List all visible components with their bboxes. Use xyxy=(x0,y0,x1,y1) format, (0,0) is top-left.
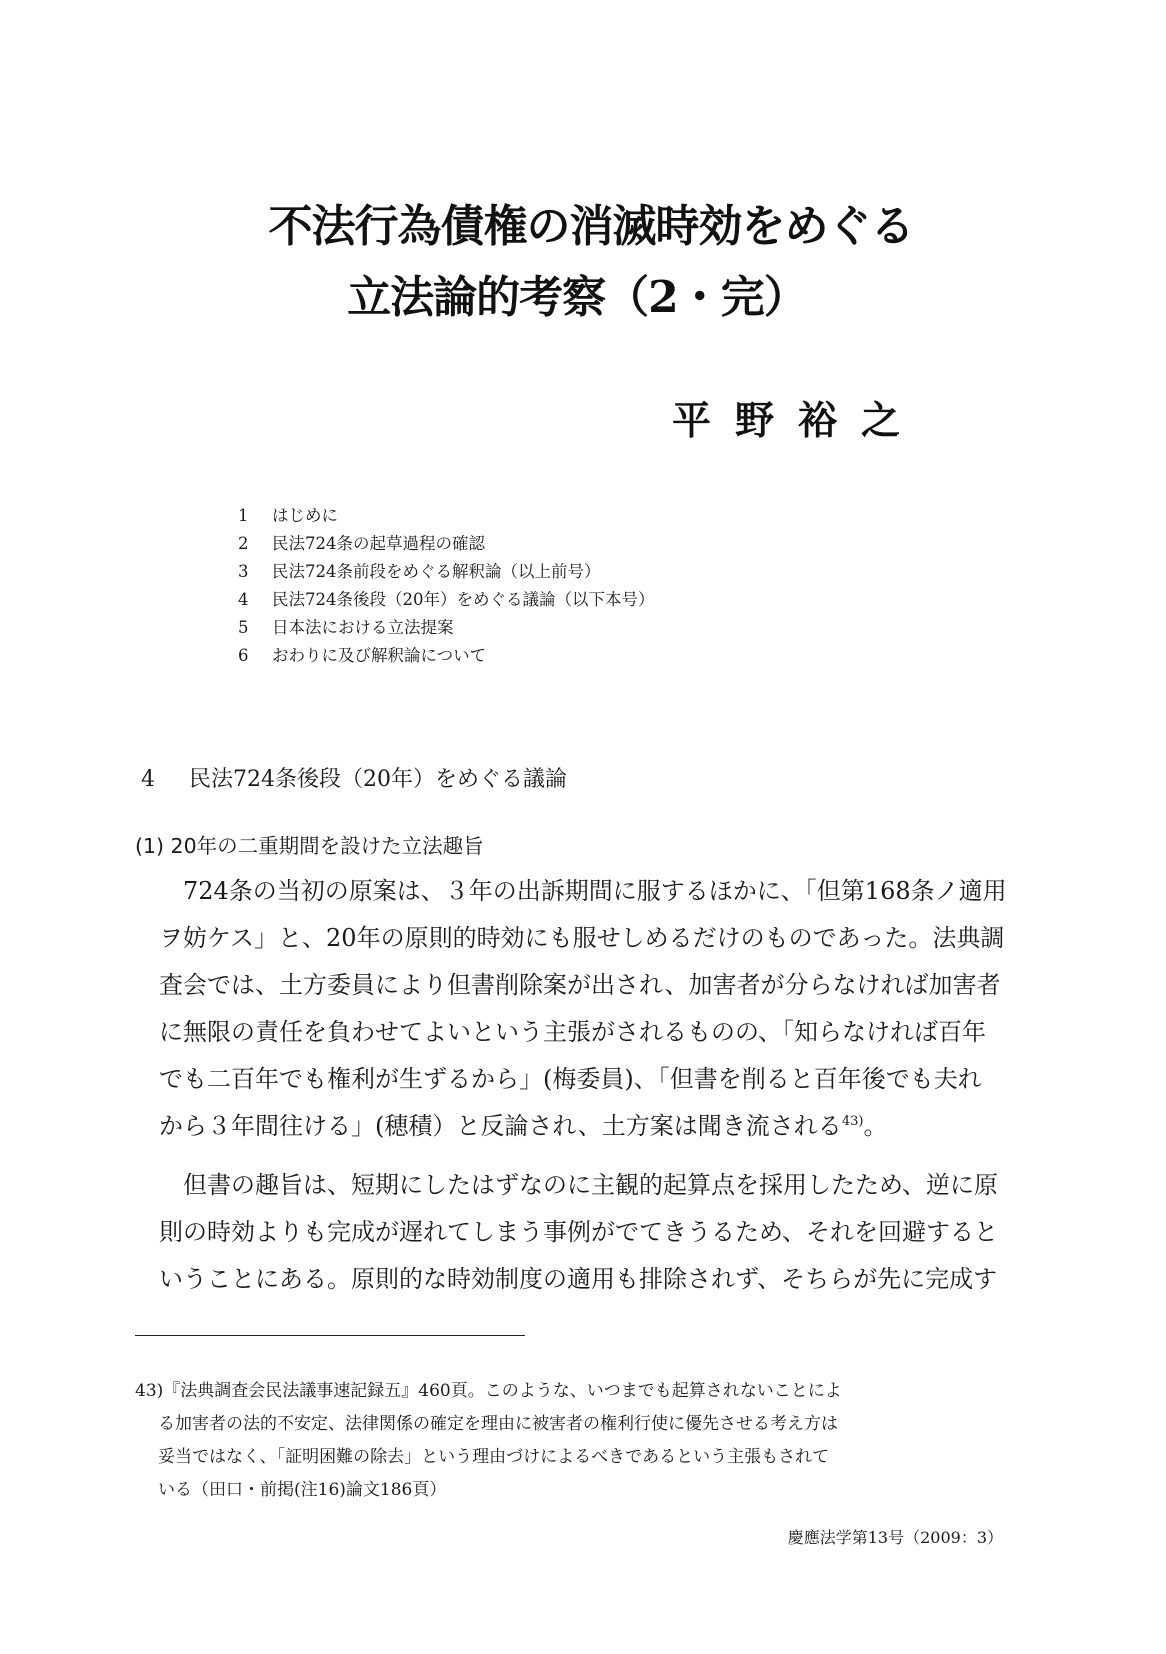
text-line: いうことにある。原則的な時効制度の適用も排除されず、そちらが先に完成す xyxy=(159,1265,998,1293)
toc-item-number: 2 xyxy=(238,534,249,553)
footnote-reference: 43) xyxy=(841,1114,864,1129)
running-footer: 慶應法学第13号（2009：3） xyxy=(787,1528,1003,1547)
body-paragraph-1 xyxy=(159,868,1019,1150)
text-line: 査会では、土方委員により但書削除案が出され、加害者が分らなければ加害者 xyxy=(159,971,1001,999)
section-number: 4 xyxy=(141,767,155,792)
footnote-line: いる（田口・前掲(注16)論文186頁） xyxy=(158,1480,447,1500)
toc-item xyxy=(238,530,655,558)
section-heading xyxy=(141,769,567,791)
toc-item-label: 民法724条前段をめぐる解釈論（以上前号） xyxy=(272,562,601,581)
text-line: ヲ妨ケス」と、20年の原則的時効にも服せしめるだけのものであった。法典調 xyxy=(159,924,1005,952)
toc-item xyxy=(238,502,655,530)
text-line-body: から３年間往ける」(穂積）と反論され、土方案は聞き流される xyxy=(159,1112,842,1140)
toc-item xyxy=(238,642,655,670)
footnote-line: 43)『法典調査会民法議事速記録五』460頁。このような、いつまでも起算されないことによ xyxy=(135,1381,842,1401)
footnote-line: 妥当ではなく、「証明困難の除去」という理由づけによるべきであるという主張もされて xyxy=(158,1447,830,1467)
text-line-end: 。 xyxy=(863,1112,888,1140)
toc-item xyxy=(238,558,655,586)
footnote-divider xyxy=(135,1335,525,1336)
body-paragraph-2 xyxy=(159,1162,1019,1303)
toc-item-label: はじめに xyxy=(272,506,338,525)
toc-item xyxy=(238,586,655,614)
section-title: 民法724条後段（20年）をめぐる議論 xyxy=(189,767,567,792)
text-line: でも二百年でも権利が生ずるから」(梅委員)、「但書を削ると百年後でも夫れ xyxy=(159,1065,982,1093)
article-title-line-1: 不法行為債権の消滅時効をめぐる xyxy=(268,201,914,252)
toc-item-number: 5 xyxy=(238,618,249,637)
text-line: 則の時効よりも完成が遅れてしまう事例がでてきうるため、それを回避すると xyxy=(159,1218,999,1246)
toc-item xyxy=(238,614,655,642)
footnote-line: る加害者の法的不安定、法律関係の確定を理由に被害者の権利行使に優先させる考え方は xyxy=(158,1414,838,1434)
author-name: 平野裕之 xyxy=(672,398,925,444)
text-line xyxy=(159,1103,1019,1150)
table-of-contents xyxy=(238,502,655,670)
toc-item-number: 6 xyxy=(238,646,249,665)
toc-item-label: おわりに及び解釈論について xyxy=(272,646,487,665)
article-title-line-2: 立法論的考察（2・完） xyxy=(347,272,807,323)
footnote-43 xyxy=(135,1375,1015,1507)
toc-item-label: 民法724条後段（20年）をめぐる議論（以下本号） xyxy=(272,590,655,609)
toc-item-label: 日本法における立法提案 xyxy=(272,618,454,637)
toc-item-number: 1 xyxy=(238,506,249,525)
text-line: に無限の責任を負わせてよいという主張がされるものの、「知らなければ百年 xyxy=(159,1018,987,1046)
toc-item-number: 4 xyxy=(238,590,249,609)
toc-item-number: 3 xyxy=(238,562,249,581)
subsection-heading: (1) 20年の二重期間を設けた立法趣旨 xyxy=(135,834,484,858)
toc-item-label: 民法724条の起草過程の確認 xyxy=(272,534,485,553)
text-line: 724条の当初の原案は、３年の出訴期間に服するほかに、「但第168条ノ適用 xyxy=(183,877,1007,905)
text-line: 但書の趣旨は、短期にしたはずなのに主観的起算点を採用したため、逆に原 xyxy=(183,1171,999,1199)
